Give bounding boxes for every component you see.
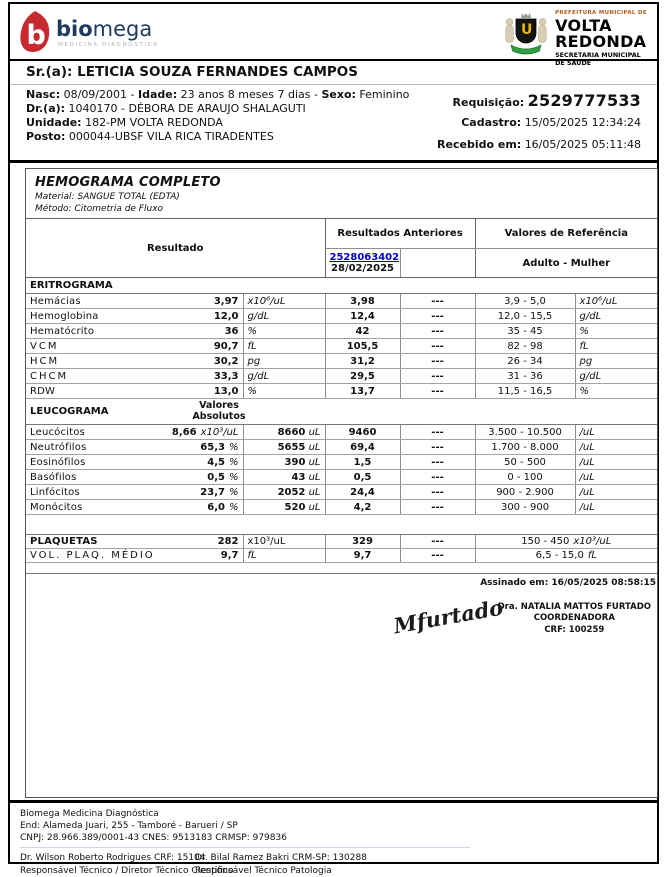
previous-result-cell — [325, 249, 400, 278]
patient-info-left — [26, 89, 409, 160]
cadastro-row: Cadastro: 15/05/2025 12:34:24 — [461, 116, 641, 129]
reference-unit: pg — [575, 354, 657, 369]
previous-result-2: --- — [400, 294, 475, 309]
responsible-2 — [195, 852, 367, 876]
exam-header — [26, 169, 657, 218]
result-unit: % — [228, 501, 239, 513]
previous-result: 0,5 — [325, 470, 400, 485]
lab-report-page — [8, 2, 659, 876]
reference-range: 150 - 450 — [521, 536, 570, 547]
absolute-value: 390 — [284, 456, 306, 468]
reference-unit: g/dL — [575, 369, 657, 384]
result-value: 3,97 — [213, 295, 239, 307]
absolute-unit: uL — [308, 456, 321, 468]
biomega-tagline-text: MEDICINA DIAGNÓSTICA — [58, 42, 159, 48]
footer-company: Biomega Medicina Diagnóstica — [20, 809, 159, 819]
responsible-2-role: Responsável Técnico Patologia — [195, 865, 332, 876]
analyte-name: Hematócrito — [30, 325, 95, 337]
reference-range: 50 - 500 — [475, 455, 575, 470]
exam-result-box — [25, 168, 658, 798]
previous-result-date: 28/02/2025 — [331, 263, 394, 274]
valores-absolutos-header: Valores Absolutos — [192, 400, 246, 423]
table-row — [26, 549, 657, 563]
analyte-name: VOL. PLAQ. MÉDIO — [30, 550, 155, 561]
signer-identification — [498, 602, 651, 636]
analyte-name: Hemácias — [30, 295, 81, 307]
absolute-unit: uL — [308, 441, 321, 453]
analyte-name: HCM — [30, 355, 60, 367]
post-row: Posto: 000044-UBSF VILA RICA TIRADENTES — [26, 129, 274, 143]
signer-crf: CRF: 100259 — [544, 624, 605, 635]
analyte-name: Eosinófilos — [30, 456, 86, 468]
section-eritrograma — [26, 278, 657, 294]
reference-range: 0 - 100 — [475, 470, 575, 485]
previous-result-link[interactable]: 2528063402 — [329, 252, 400, 263]
result-unit: % — [243, 324, 325, 339]
previous-result-2: --- — [400, 485, 475, 500]
result-value: 6,0 — [207, 501, 225, 513]
reference-unit: g/dL — [575, 309, 657, 324]
previous-result: 24,4 — [325, 485, 400, 500]
reference-unit: fL — [587, 550, 597, 561]
reference-range: 11,5 - 16,5 — [475, 384, 575, 399]
absolute-unit: uL — [308, 426, 321, 438]
absolute-value: 8660 — [277, 426, 306, 438]
result-value: 90,7 — [213, 340, 239, 352]
previous-result: 329 — [325, 535, 400, 549]
patient-info-right — [437, 89, 641, 160]
result-value: 4,5 — [207, 456, 225, 468]
column-resultados-anteriores: Resultados Anteriores — [325, 219, 475, 249]
prefeitura-line: PREFEITURA MUNICIPAL DE — [555, 10, 647, 16]
signature-block — [26, 594, 657, 639]
result-value: 13,0 — [213, 385, 239, 397]
previous-result-2: --- — [400, 339, 475, 354]
responsible-1 — [20, 852, 234, 876]
result-value: 9,7 — [220, 550, 239, 561]
result-value: 30,2 — [213, 355, 239, 367]
spacer-row — [26, 563, 657, 574]
reference-range: 26 - 34 — [475, 354, 575, 369]
previous-result: 12,4 — [325, 309, 400, 324]
table-row — [26, 455, 657, 470]
table-row — [26, 440, 657, 455]
absolute-value: 43 — [291, 471, 306, 483]
previous-result-2: --- — [400, 440, 475, 455]
analyte-name: Hemoglobina — [30, 310, 99, 322]
patient-info-section — [10, 85, 657, 163]
previous-result-2: --- — [400, 500, 475, 515]
previous-result: 105,5 — [325, 339, 400, 354]
table-row — [26, 369, 657, 384]
doctor-row: Dr.(a): 1040170 - DÉBORA DE ARAUJO SHALAGUTI — [26, 101, 306, 115]
reference-range: 900 - 2.900 — [475, 485, 575, 500]
reference-unit: /uL — [575, 425, 657, 440]
biomega-logo-icon — [18, 9, 168, 55]
city-name-line2: REDONDA — [555, 31, 647, 51]
table-row — [26, 485, 657, 500]
result-unit: x10³/uL — [200, 426, 239, 438]
reference-range: 6,5 - 15,0 — [535, 550, 584, 561]
svg-text:b: b — [26, 20, 46, 51]
result-unit: % — [228, 471, 239, 483]
previous-result-2: --- — [400, 549, 475, 563]
analyte-name: Neutrófilos — [30, 441, 87, 453]
requisition-number: 2529777533 — [527, 91, 641, 110]
reference-unit: /uL — [575, 500, 657, 515]
previous-result: 1,5 — [325, 455, 400, 470]
footer-registry: CNPJ: 28.966.389/0001-43 CNES: 9513183 CRMSP: 979836 — [20, 833, 287, 844]
table-row — [26, 324, 657, 339]
absolute-value: 5655 — [277, 441, 306, 453]
table-header-row-1 — [26, 219, 657, 249]
signer-role: COORDENADORA — [533, 613, 615, 624]
absolute-value: 520 — [284, 501, 306, 513]
signature-scribble: Mfurtado — [391, 594, 505, 639]
logo-row — [10, 4, 657, 67]
result-unit: fL — [243, 549, 325, 563]
table-row — [26, 294, 657, 309]
table-row — [26, 309, 657, 324]
reference-range: 3,9 - 5,0 — [475, 294, 575, 309]
reference-unit: /uL — [575, 455, 657, 470]
table-row — [26, 535, 657, 549]
previous-result-2: --- — [400, 309, 475, 324]
previous-result-2: --- — [400, 354, 475, 369]
signer-name: Dra. NATALIA MATTOS FURTADO — [497, 602, 651, 612]
results-table — [26, 218, 657, 574]
previous-result: 31,2 — [325, 354, 400, 369]
reference-unit: /uL — [575, 440, 657, 455]
requisition-row: Requisição: 2529777533 — [452, 91, 641, 110]
previous-result-2: --- — [400, 369, 475, 384]
reference-range: 35 - 45 — [475, 324, 575, 339]
section-title: ERITROGRAMA — [26, 278, 657, 294]
previous-result-2: --- — [400, 535, 475, 549]
analyte-name: Monócitos — [30, 501, 83, 513]
result-value: 8,66 — [171, 426, 197, 438]
table-row — [26, 354, 657, 369]
table-row — [26, 384, 657, 399]
result-unit: g/dL — [243, 309, 325, 324]
result-unit: % — [228, 441, 239, 453]
reference-unit: /uL — [575, 470, 657, 485]
result-value: 282 — [217, 536, 239, 547]
previous-result: 69,4 — [325, 440, 400, 455]
analyte-name: CHCM — [30, 370, 69, 382]
previous-result: 4,2 — [325, 500, 400, 515]
prefeitura-logo — [502, 9, 649, 67]
result-unit: x10⁶/uL — [243, 294, 325, 309]
reference-unit: x10³/uL — [573, 536, 612, 547]
report-footer — [10, 800, 657, 877]
previous-result-2: --- — [400, 425, 475, 440]
svg-text:U: U — [521, 22, 533, 38]
footer-address: End: Alameda Juari, 255 - Tamboré - Barueri / SP — [20, 821, 238, 832]
result-unit: pg — [243, 354, 325, 369]
previous-result-2: --- — [400, 324, 475, 339]
absolute-unit: uL — [308, 501, 321, 513]
analyte-name: Leucócitos — [30, 426, 86, 438]
result-value: 36 — [224, 325, 239, 337]
patient-birth-row: Nasc: 08/09/2001 - Idade: 23 anos 8 meses 7 dias - Sexo: Feminino — [26, 88, 410, 101]
table-row — [26, 425, 657, 440]
previous-result: 42 — [325, 324, 400, 339]
responsible-1-role: Responsável Técnico / Diretor Técnico Cientifico — [20, 865, 234, 876]
section-leucograma — [26, 399, 657, 425]
exam-method: Método: Citometria de Fluxo — [35, 204, 164, 214]
previous-result: 3,98 — [325, 294, 400, 309]
spacer-row — [26, 515, 657, 535]
reference-range: 82 - 98 — [475, 339, 575, 354]
result-unit: % — [228, 486, 239, 498]
previous-result: 9460 — [325, 425, 400, 440]
analyte-name: Basófilos — [30, 471, 77, 483]
analyte-name: PLAQUETAS — [30, 536, 98, 547]
column-resultado: Resultado — [26, 219, 325, 278]
result-value: 23,7 — [200, 486, 225, 498]
previous-result: 9,7 — [325, 549, 400, 563]
previous-result: 13,7 — [325, 384, 400, 399]
analyte-name: Linfócitos — [30, 486, 80, 498]
result-value: 33,3 — [213, 370, 239, 382]
patient-name-label: Sr.(a): — [26, 64, 73, 80]
exam-title: HEMOGRAMA COMPLETO — [35, 175, 221, 190]
reference-range: 31 - 36 — [475, 369, 575, 384]
section-title: LEUCOGRAMA — [30, 406, 109, 417]
biomega-mega-text: mega — [92, 17, 153, 41]
biomega-logo — [18, 9, 168, 55]
previous-result-2: --- — [400, 384, 475, 399]
reference-unit: % — [575, 384, 657, 399]
responsible-1-name: Dr. Wilson Roberto Rodrigues CRF: 15104 — [20, 853, 206, 864]
city-name-line1: VOLTA — [555, 16, 612, 36]
reference-unit: x10⁶/uL — [575, 294, 657, 309]
reference-unit: /uL — [575, 485, 657, 500]
reference-range: 12,0 - 15,5 — [475, 309, 575, 324]
reference-range: 300 - 900 — [475, 500, 575, 515]
prefeitura-text — [555, 9, 647, 67]
analyte-name: VCM — [30, 340, 59, 352]
table-row — [26, 500, 657, 515]
previous-result-2: --- — [400, 470, 475, 485]
previous-result-empty-cell — [400, 249, 475, 278]
analyte-name: RDW — [30, 385, 56, 397]
patient-name: LETICIA SOUZA FERNANDES CAMPOS — [77, 64, 358, 80]
unit-row: Unidade: 182-PM VOLTA REDONDA — [26, 115, 223, 129]
result-unit: fL — [243, 339, 325, 354]
exam-material: Material: SANGUE TOTAL (EDTA) — [35, 192, 180, 202]
result-value: 65,3 — [200, 441, 225, 453]
received-row: Recebido em: 16/05/2025 05:11:48 — [437, 138, 641, 151]
absolute-value: 2052 — [277, 486, 306, 498]
result-unit: x10³/uL — [243, 535, 325, 549]
absolute-unit: uL — [308, 471, 321, 483]
biomega-bio-text: bio — [56, 17, 93, 41]
reference-unit: fL — [575, 339, 657, 354]
footer-divider — [20, 847, 470, 848]
secretaria-line: SECRETARIA MUNICIPAL DE SAUDE — [555, 50, 641, 67]
result-unit: % — [243, 384, 325, 399]
previous-result: 29,5 — [325, 369, 400, 384]
result-value: 0,5 — [207, 471, 225, 483]
table-row — [26, 339, 657, 354]
footer-responsibles — [20, 852, 657, 876]
reference-group: Adulto - Mulher — [475, 249, 657, 278]
result-unit: % — [228, 456, 239, 468]
table-row — [26, 470, 657, 485]
reference-range: 3.500 - 10.500 — [475, 425, 575, 440]
result-unit: g/dL — [243, 369, 325, 384]
absolute-unit: uL — [308, 486, 321, 498]
volta-redonda-crest-icon — [502, 9, 550, 57]
result-value: 12,0 — [213, 310, 239, 322]
column-valores-referencia: Valores de Referência — [475, 219, 657, 249]
reference-unit: % — [575, 324, 657, 339]
previous-result-2: --- — [400, 455, 475, 470]
reference-range: 1.700 - 8.000 — [475, 440, 575, 455]
svg-text:biomega — [56, 17, 152, 41]
signed-at: Assinado em: 16/05/2025 08:58:15 — [480, 578, 656, 588]
responsible-2-name: Dr. Bilal Ramez Bakri CRM-SP: 130288 — [195, 853, 367, 864]
